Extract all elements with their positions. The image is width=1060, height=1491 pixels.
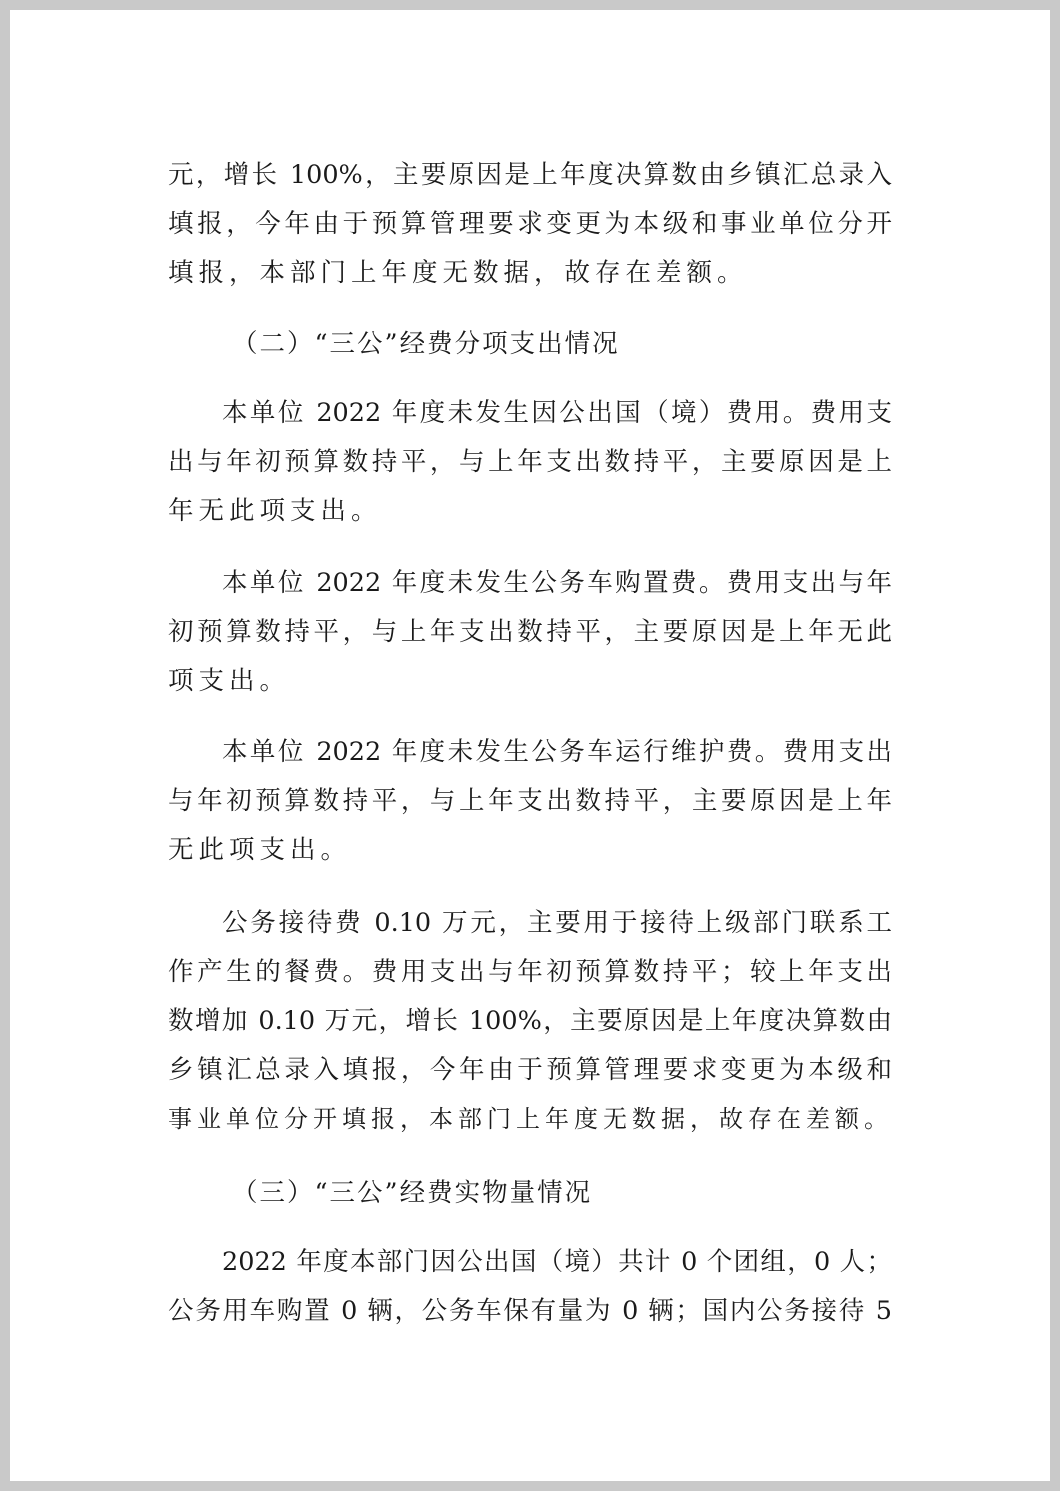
text-line: 填报，今年由于预算管理要求变更为本级和事业单位分开 bbox=[168, 209, 892, 239]
text-line: 数增加 0.10 万元，增长 100%，主要原因是上年度决算数由 bbox=[168, 1006, 892, 1036]
section-heading: （三）“三公”经费实物量情况 bbox=[232, 1178, 593, 1208]
text-line: 本单位 2022 年度未发生因公出国（境）费用。费用支 bbox=[222, 398, 892, 428]
text-line: 项支出。 bbox=[168, 666, 291, 696]
text-line: 出与年初预算数持平，与上年支出数持平，主要原因是上 bbox=[168, 447, 892, 477]
text-line: 本单位 2022 年度未发生公务车购置费。费用支出与年 bbox=[222, 568, 892, 598]
document-page bbox=[10, 10, 1050, 1481]
text-line: 公务接待费 0.10 万元，主要用于接待上级部门联系工 bbox=[222, 908, 892, 938]
text-line: 与年初预算数持平，与上年支出数持平，主要原因是上年 bbox=[168, 786, 892, 816]
text-line: 乡镇汇总录入填报，今年由于预算管理要求变更为本级和 bbox=[168, 1055, 892, 1085]
text-line: 填报，本部门上年度无数据，故存在差额。 bbox=[168, 258, 748, 288]
text-line: 初预算数持平，与上年支出数持平，主要原因是上年无此 bbox=[168, 617, 892, 647]
text-line: 事业单位分开填报，本部门上年度无数据，故存在差额。 bbox=[168, 1105, 893, 1133]
text-line: 年无此项支出。 bbox=[168, 496, 382, 526]
text-line: 作产生的餐费。费用支出与年初预算数持平；较上年支出 bbox=[168, 957, 892, 987]
text-line: 元，增长 100%，主要原因是上年度决算数由乡镇汇总录入 bbox=[168, 160, 892, 190]
section-heading: （二）“三公”经费分项支出情况 bbox=[232, 329, 620, 359]
text-line: 公务用车购置 0 辆，公务车保有量为 0 辆；国内公务接待 5 bbox=[168, 1296, 892, 1326]
text-line: 本单位 2022 年度未发生公务车运行维护费。费用支出 bbox=[222, 737, 892, 767]
text-line: 2022 年度本部门因公出国（境）共计 0 个团组，0 人； bbox=[222, 1247, 892, 1277]
text-line: 无此项支出。 bbox=[168, 835, 352, 865]
